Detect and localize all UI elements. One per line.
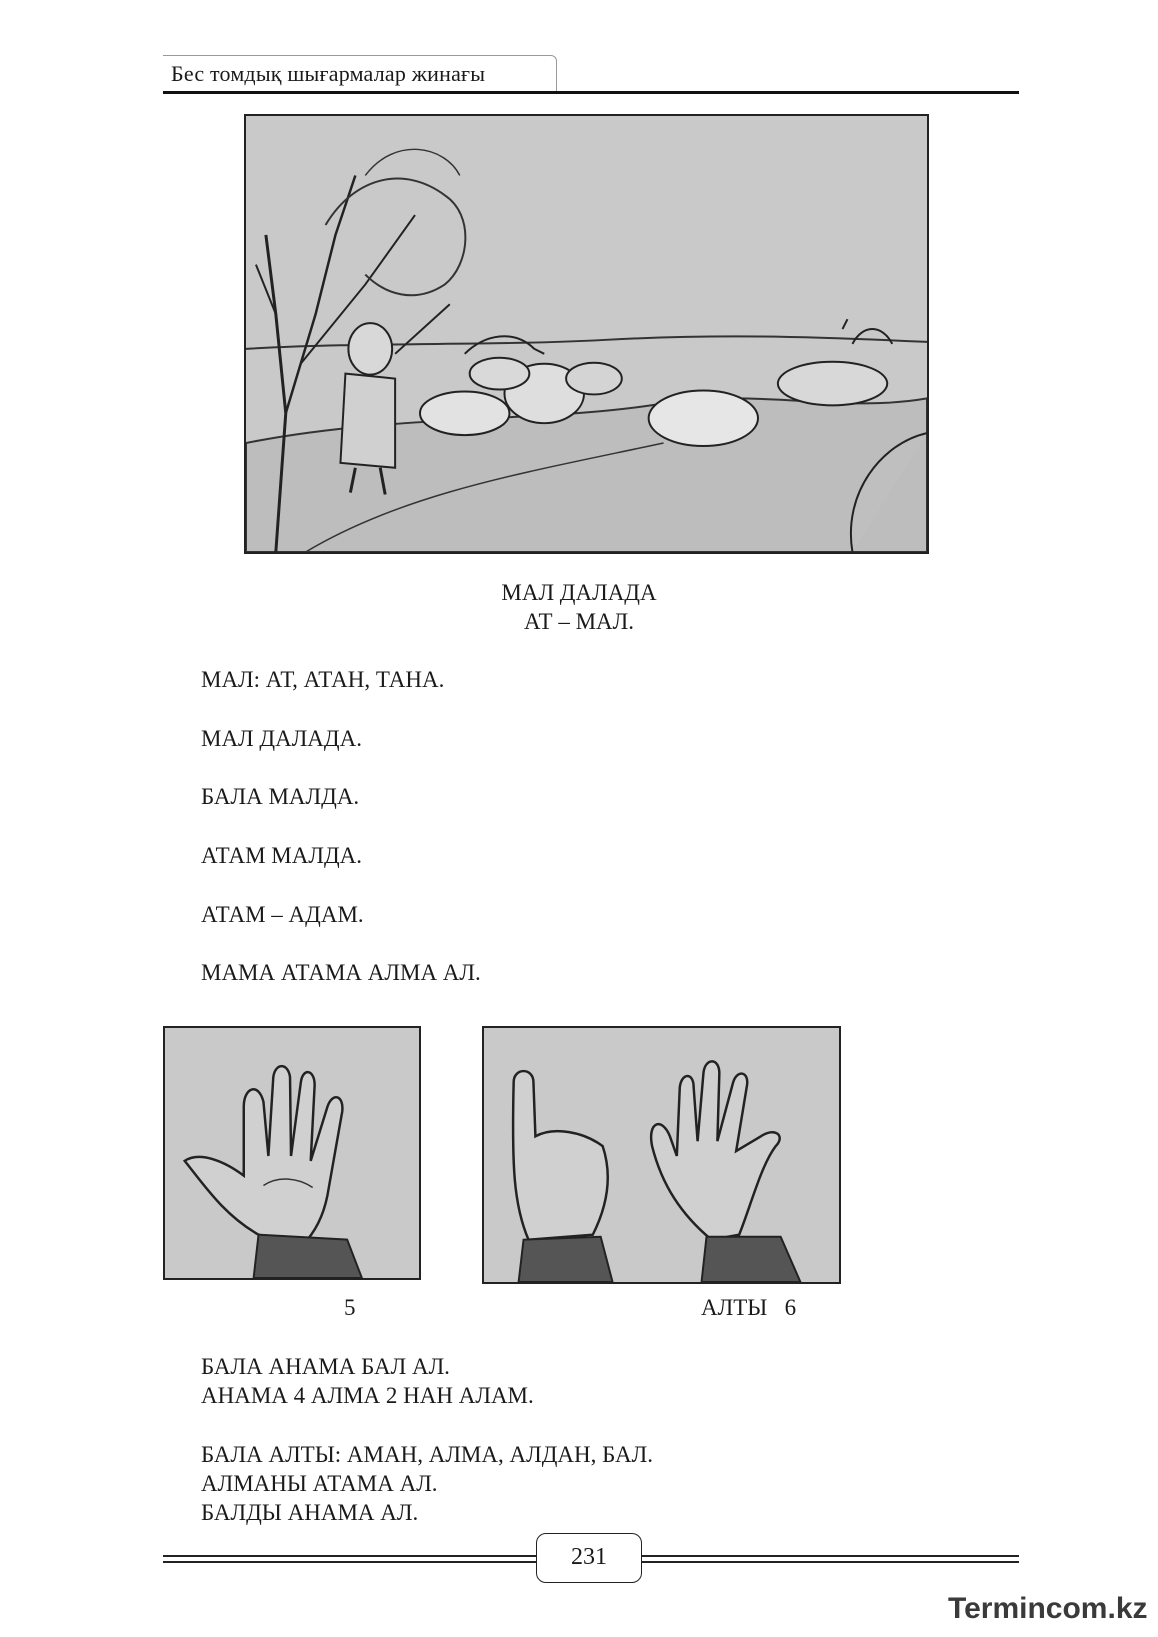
text-line: АНАМА 4 АЛМА 2 НАН АЛАМ. (201, 1383, 534, 1408)
illustration-caption-2: АТ – МАЛ. (523, 609, 635, 634)
header-rule (163, 91, 1019, 94)
text-line: БАЛДЫ АНАМА АЛ. (201, 1500, 419, 1525)
figure-label-five: 5 (344, 1295, 356, 1320)
text-line: БАЛА МАЛДА. (201, 784, 360, 809)
text-line: МАМА АТАМА АЛМА АЛ. (201, 960, 481, 985)
text-line: БАЛА АНАМА БАЛ АЛ. (201, 1354, 450, 1379)
steppe-herd-illustration (244, 114, 929, 554)
text-line: МАЛ ДАЛАДА. (201, 726, 362, 751)
page-number: 231 (536, 1533, 642, 1583)
open-hand-illustration (163, 1026, 421, 1280)
text-line: АТАМ – АДАМ. (201, 902, 364, 927)
page-footer (163, 1533, 1019, 1585)
watermark-logo: Termincom.kz (948, 1592, 1148, 1625)
text-line: МАЛ: АТ, АТАН, ТАНА. (201, 667, 445, 692)
text-line: АЛМАНЫ АТАМА АЛ. (201, 1471, 438, 1496)
figure-label-six: АЛТЫ 6 (701, 1295, 797, 1320)
six-fingers-illustration (482, 1026, 841, 1284)
header-title: Бес томдық шығармалар жинағы (171, 61, 486, 86)
text-line: АТАМ МАЛДА. (201, 843, 363, 868)
illustration-caption-1: МАЛ ДАЛАДА (501, 580, 657, 605)
text-line: БАЛА АЛТЫ: АМАН, АЛМА, АЛДАН, БАЛ. (201, 1442, 653, 1467)
running-header (163, 55, 1019, 95)
